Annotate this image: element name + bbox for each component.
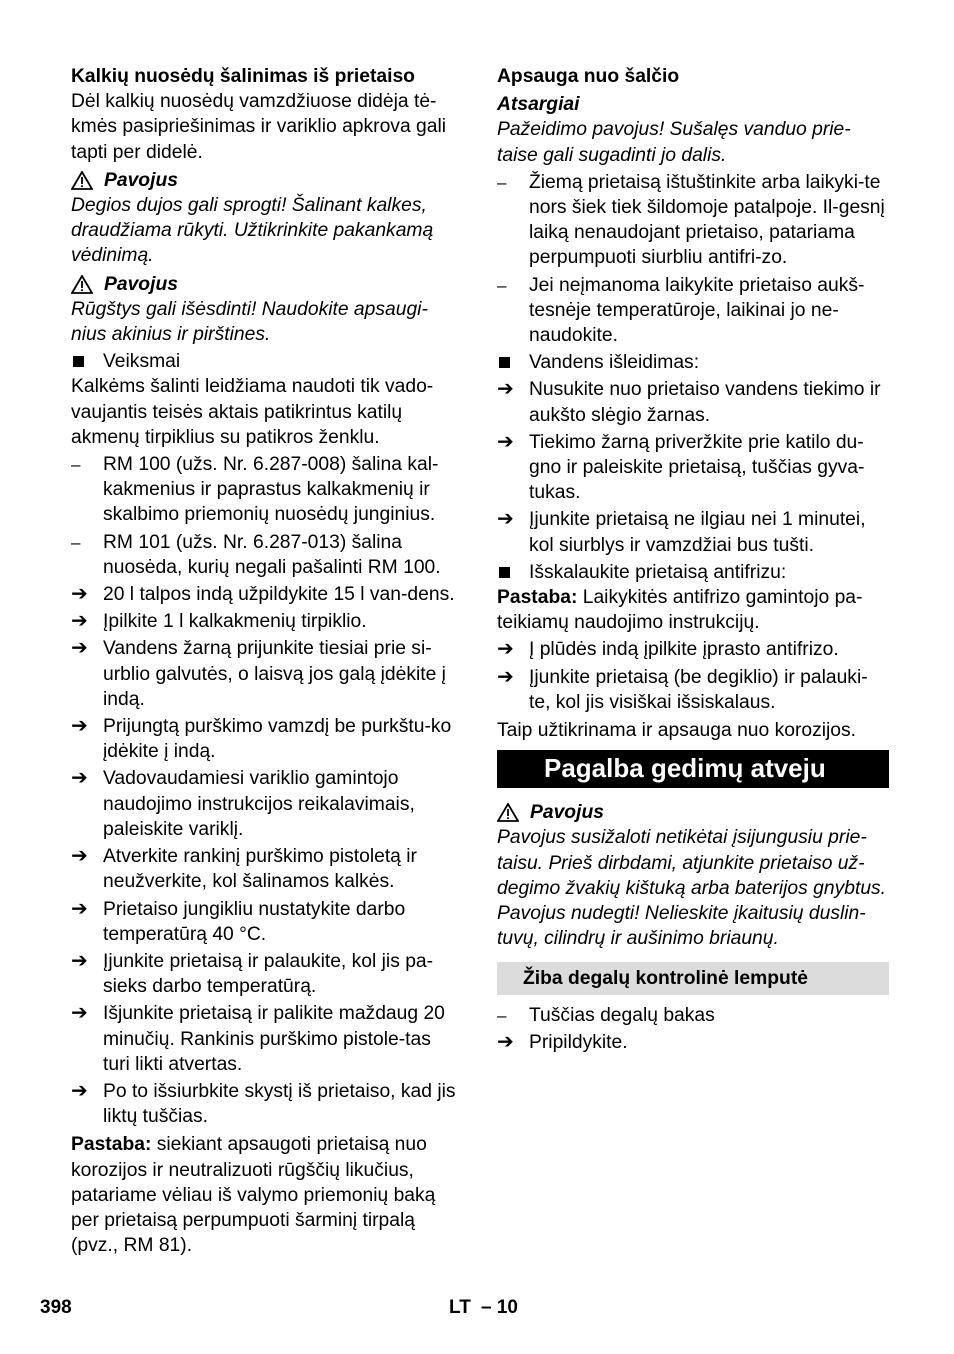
actions-item [71,349,463,374]
arrow-right-icon: ➔ [497,1030,514,1053]
dash-bullet-icon: – [497,172,507,192]
list-item: – RM 100 (užs. Nr. 6.287-008) šalina kal-kakmenius ir paprastus kalkakmenių ir skalbimo priemonių nuosėdų junginius. [71,452,463,528]
arrow-right-icon: ➔ [497,665,514,688]
section-heading-frost: Apsauga nuo šalčio [497,66,680,87]
actions-intro: Kalkėms šalinti leidžiama naudoti tik vado-vaujantis teisės aktais patikrintus katilų akmenų tirpiklius su patikros ženklu. [71,376,434,448]
square-bullet-icon [499,567,510,578]
arrow-right-icon: ➔ [497,430,514,453]
list-item: ➔ Išjunkite prietaisą ir palikite maždaug 20 minučių. Rankinis purškimo pistole-tas turi likti atvertas. [71,1001,463,1077]
drain-label: Vandens išleidimas: [529,352,700,374]
arrow-right-icon: ➔ [71,637,88,660]
arrow-right-icon: ➔ [71,897,88,920]
arrow-right-icon: ➔ [71,949,88,972]
list-item: ➔ Pripildykite. [497,1030,889,1055]
list-item: ➔ Prijungtą purškimo vamzdį be purkštu-ko įdėkite į indą. [71,714,463,764]
list-item: ➔ Atverkite rankinį purškimo pistoletą ir neužverkite, kol šalinamos kalkės. [71,844,463,894]
list-item: ➔ Prietaiso jungikliu nustatykite darbo temperatūrą 40 °C. [71,897,463,947]
warning-1-text: Degios dujos gali sprogti! Šalinant kalkes, draudžiama rūkyti. Užtikrinkite pakankamą vėdinimą. [71,195,434,267]
list-item: ➔ Tiekimo žarną priveržkite prie katilo du-gno ir paleiskite prietaisą, tuščias gyva-tukas. [497,430,889,506]
warning-1-header [71,168,463,193]
warning-triangle-icon [71,275,93,294]
danger-text-1: Pavojus susižaloti netikėtai įsijungusiu prie-taisu. Prieš dirbdami, atjunkite prietaiso už-degimo žvakių kištuką arba baterijos gnybtus. [497,827,887,899]
arrow-right-icon: ➔ [497,508,514,531]
descaling-note [71,1132,463,1258]
section-title-troubleshooting: Pagalba gedimų atveju [497,750,889,788]
page-number: 398 [40,1297,72,1318]
section-page-number: – 10 [481,1297,518,1318]
list-item: ➔ Įjunkite prietaisą ne ilgiau nei 1 minutei, kol siurblys ir vamzdžiai bus tušti. [497,507,889,557]
square-bullet-icon [73,356,84,367]
warning-2-header [71,272,463,297]
list-item: ➔ Vandens žarną prijunkite tiesiai prie si-urblio galvutės, o laisvą jos galą įdėkite į indą. [71,636,463,712]
danger-text-2: Pavojus nudegti! Nelieskite įkaitusių duslin-tuvų, cilindrų ir aušinimo briaunų. [497,903,866,950]
list-item: – Tuščias degalų bakas [497,1003,889,1028]
actions-label: Veiksmai [103,351,181,373]
list-item: ➔ Vadovaudamiesi variklio gamintojo naudojimo instrukcijos reikalavimais, paleiskite variklį. [71,766,463,842]
language-code: LT [449,1297,471,1318]
dash-bullet-icon: – [71,532,81,552]
note-label: Pastaba: [497,587,578,609]
warning-2-text: Rūgštys gali išėsdinti! Naudokite apsaugi-nius akinius ir pirštines. [71,298,428,346]
list-item: ➔ Įjunkite prietaisą ir palaukite, kol jis pa-sieks darbo temperatūrą. [71,949,463,999]
arrow-right-icon: ➔ [497,638,514,661]
list-item: – Žiemą prietaisą ištuštinkite arba laikyki-te nors šiek tiek šildomoje patalpoje. Il-gesnį laiką nenaudojant prietaiso, patariama perpumpuoti siurbliu antifri-zo. [497,170,889,271]
dash-bullet-icon: – [497,1005,507,1025]
danger-header [497,800,889,825]
arrow-right-icon: ➔ [497,378,514,401]
list-item: – RM 101 (užs. Nr. 6.287-013) šalina nuosėda, kurių negali pašalinti RM 100. [71,530,463,580]
caution-label: Atsargiai [497,94,580,116]
right-column [497,64,889,1055]
list-item: ➔ 20 l talpos indą užpildykite 15 l van-dens. [71,582,463,607]
list-item: ➔ Įjunkite prietaisą (be degiklio) ir palauki-te, kol jis visiškai išsiskalaus. [497,665,889,715]
note-text: Laikykitės antifrizo gamintojo pa-teikiamų naudojimo instrukcijų. [497,587,863,634]
arrow-right-icon: ➔ [71,845,88,868]
warning-2-label: Pavojus [104,273,178,295]
list-item: – Jei neįmanoma laikykite prietaiso aukš-tesnėje temperatūroje, laikinai jo ne-naudokite. [497,273,889,349]
note-text: siekiant apsaugoti prietaisą nuo korozijos ir neutralizuoti rūgščių likučius, patariame vėliau iš valymo priemonių baką per prietaisą perpumpuoti šarminį tirpalą (pvz., RM 81). [71,1134,436,1257]
dash-bullet-icon: – [497,275,507,295]
arrow-right-icon: ➔ [71,1079,88,1102]
arrow-right-icon: ➔ [71,583,88,606]
section-heading-descaling: Kalkių nuosėdų šalinimas iš prietaiso [71,66,415,87]
flush-item [497,560,889,585]
arrow-right-icon: ➔ [71,610,88,633]
caution-text: Pažeidimo pavojus! Sušalęs vanduo prie-taise gali sugadinti jo dalis. [497,119,851,166]
list-item: ➔ Į plūdės indą įpilkite įprasto antifrizo. [497,637,889,662]
flush-label: Išskalaukite prietaisą antifrizu: [529,561,787,583]
list-item: ➔ Po to išsiurbkite skystį iš prietaiso, kad jis liktų tuščias. [71,1079,463,1129]
antifreeze-note [497,585,889,635]
left-column [71,64,463,1258]
square-bullet-icon [499,357,510,368]
drain-item [497,350,889,375]
arrow-right-icon: ➔ [71,1002,88,1025]
note-label: Pastaba: [71,1134,152,1156]
arrow-right-icon: ➔ [71,715,88,738]
arrow-right-icon: ➔ [71,767,88,790]
warning-triangle-icon [497,803,519,822]
dash-bullet-icon: – [71,455,81,475]
list-item: ➔ Įpilkite 1 l kalkakmenių tirpiklio. [71,609,463,634]
closing-text: Taip užtikrinama ir apsauga nuo korozijos. [497,720,857,742]
descaling-intro: Dėl kalkių nuosėdų vamzdžiuose didėja tė-kmės pasipriešinimas ir variklio apkrova gali tapti per didelė. [71,91,447,163]
danger-label: Pavojus [530,802,604,824]
warning-triangle-icon [71,171,93,190]
warning-1-label: Pavojus [104,169,178,191]
subsection-title-fuel-lamp: Žiba degalų kontrolinė lemputė [497,962,889,995]
list-item: ➔ Nusukite nuo prietaiso vandens tiekimo ir aukšto slėgio žarnas. [497,377,889,427]
